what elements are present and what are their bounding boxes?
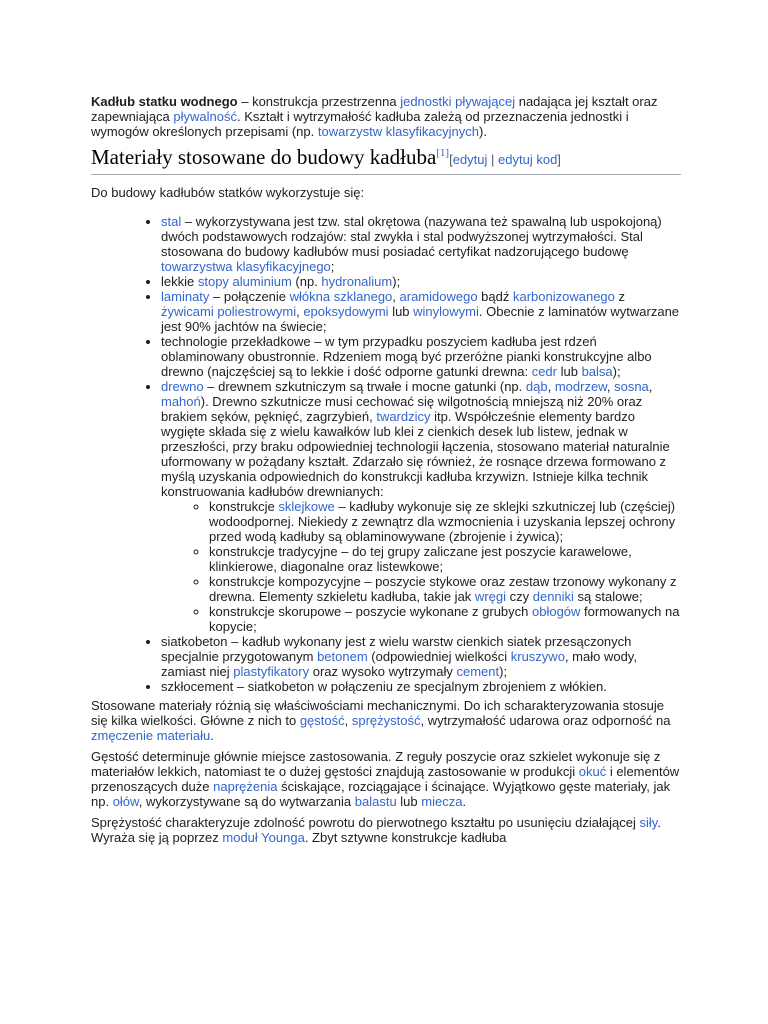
link-kruszywo[interactable]: kruszywo — [510, 649, 565, 664]
list-item-stal: • stal – wykorzystywana jest tzw. stal okrętowa (nazywana też spawalną lub uspokojoną) dwóch podstawowych rodzajów: stal zwykła i stal podwyższonej wytrzymałości. Stal stosowana do budowy kadłubów musi posiadać certyfikat nadzorującego budowę towarzystwa klasyfikacyjnego; — [161, 214, 681, 274]
paragraph-elasticity: Sprężystość charakteryzuje zdolność powrotu do pierwotnego kształtu po usunięciu działającej siły. Wyraża się ją poprzez moduł Younga. Zbyt sztywne konstrukcje kadłuba — [91, 815, 661, 845]
link-gestosc[interactable]: gęstość — [299, 713, 345, 728]
link-sily[interactable]: siły — [639, 815, 658, 830]
link-winylowymi[interactable]: winylowymi — [413, 304, 479, 319]
edit-source-link[interactable]: edytuj kod — [498, 152, 558, 167]
link-twardzicy[interactable]: twardzicy — [376, 409, 431, 424]
article-content — [91, 94, 681, 845]
link-towarzystw-klasyfikacyjnych[interactable]: towarzystw klasyfikacyjnych — [317, 124, 479, 139]
link-epoksydowymi[interactable]: epoksydowymi — [303, 304, 389, 319]
list-lead: Do budowy kadłubów statków wykorzystuje się: — [91, 185, 365, 200]
list-item-laminaty: • laminaty – połączenie włókna szklanego, aramidowego bądź karbonizowanego z żywicami poliestrowymi, epoksydowymi lub winylowymi. Obecnie z laminatów wytwarzane jest 90% jachtów na świecie; — [161, 289, 681, 334]
link-towarzystwa-klasyfikacyjnego[interactable]: towarzystwa klasyfikacyjnego — [161, 259, 331, 274]
link-modrzew[interactable]: modrzew — [554, 379, 607, 394]
edit-link[interactable]: edytuj — [452, 152, 488, 167]
link-laminaty[interactable]: laminaty — [161, 289, 210, 304]
link-wlokna-szklanego[interactable]: włókna szklanego — [289, 289, 393, 304]
list-item-siatkobeton: • siatkobeton – kadłub wykonany jest z wielu warstw cienkich siatek przesączonych specjalnie przygotowanym betonem (odpowiedniej wielkości kruszywo, mało wody, zamiast niej plastyfikatory oraz wysoko wytrzymały cement); — [161, 634, 681, 679]
link-mahon[interactable]: mahoń — [161, 394, 201, 409]
link-naprezenia[interactable]: naprężenia — [213, 779, 278, 794]
link-plywalnosc[interactable]: pływalność — [173, 109, 237, 124]
wood-techniques-list — [161, 499, 681, 634]
list-item-aluminium: • lekkie stopy aluminium (np. hydronalium); — [161, 274, 681, 289]
sublist-item-kompozycyjne: ◦ konstrukcje kompozycyjne – poszycie stykowe oraz zestaw trzonowy wykonany z drewna. Elementy szkieletu kadłuba, takie jak wręgi czy denniki są stalowe; — [209, 574, 681, 604]
link-plastyfikatory[interactable]: plastyfikatory — [233, 664, 310, 679]
link-dab[interactable]: dąb — [525, 379, 548, 394]
link-sprezystosc[interactable]: sprężystość — [351, 713, 421, 728]
link-oblogow[interactable]: obłogów — [532, 604, 581, 619]
paragraph-properties: Stosowane materiały różnią się właściwościami mechanicznymi. Do ich scharakteryzowania stosuje się kilka wielkości. Główne z nich to gęstość, sprężystość, wytrzymałość udarowa oraz odporność na zmęczenie materiału. — [91, 698, 671, 743]
link-olow[interactable]: ołów — [112, 794, 139, 809]
link-okuc[interactable]: okuć — [578, 764, 607, 779]
section-title: Materiały stosowane do budowy kadłuba — [91, 145, 437, 169]
link-zywicami-poliestrowymi[interactable]: żywicami poliestrowymi — [161, 304, 297, 319]
article-term: Kadłub statku wodnego — [91, 94, 238, 109]
intro-paragraph: Kadłub statku wodnego – konstrukcja przestrzenna jednostki pływającej nadająca jej kształt oraz zapewniająca pływalność. Kształt i wytrzymałość kadłuba zależą od przeznaczenia jednostki i wymogów określonych przepisami (np. towarzystw klasyfikacyjnych). — [91, 94, 658, 139]
link-sosna[interactable]: sosna — [614, 379, 649, 394]
paragraph-density: Gęstość determinuje głównie miejsce zastosowania. Z reguły poszycie oraz szkielet wykonuje się z materiałów lekkich, natomiast te o dużej gęstości znajdują zastosowanie w produkcji okuć i elementów przenoszących duże naprężenia ściskające, rozciągające i ścinające. Wyjątkowo gęste materiały, jak np. ołów, wykorzystywane są do wytwarzania balastu lub miecza. — [91, 749, 680, 809]
sublist-item-sklejkowe: ◦ konstrukcje sklejkowe – kadłuby wykonuje się ze sklejki szkutniczej lub (częściej) wodoodpornej. Niekiedy z zewnątrz dla wzmocnienia i uzyskania lepszej ochrony przed wodą kadłuby są oblaminowywane (zbrojenie i żywica); — [209, 499, 681, 544]
link-hydronalium[interactable]: hydronalium — [321, 274, 393, 289]
link-aramidowego[interactable]: aramidowego — [399, 289, 478, 304]
link-cement[interactable]: cement — [456, 664, 500, 679]
link-betonem[interactable]: betonem — [317, 649, 368, 664]
list-item-przekladkowe: • technologie przekładkowe – w tym przypadku poszyciem kadłuba jest rdzeń oblaminowany obustronnie. Rdzeniem mogą być przeróżne pianki konstrukcyjne albo drewno (najczęściej są to lekkie i dość odporne gatunki drewna: cedr lub balsa); — [161, 334, 681, 379]
sublist-item-skorupowe: ◦ konstrukcje skorupowe – poszycie wykonane z grubych obłogów formowanych na kopycie; — [209, 604, 681, 634]
link-denniki[interactable]: denniki — [532, 589, 574, 604]
link-zmeczenie-materialu[interactable]: zmęczenie materiału — [91, 728, 211, 743]
link-modul-younga[interactable]: moduł Younga — [222, 830, 305, 845]
link-drewno[interactable]: drewno — [161, 379, 204, 394]
link-stopy-aluminium[interactable]: stopy aluminium — [197, 274, 292, 289]
link-miecza[interactable]: miecza — [421, 794, 463, 809]
sublist-item-tradycyjne: ◦ konstrukcje tradycyjne – do tej grupy zaliczane jest poszycie karawelowe, klinkierowe, diagonalne oraz listewkowe; — [209, 544, 681, 574]
edit-section-links: [edytuj | edytuj kod] — [449, 152, 561, 167]
reference-link[interactable]: [1] — [436, 147, 450, 159]
list-item-szklocement: • szkłocement – siatkobeton w połączeniu ze specjalnym zbrojeniem z włókien. — [161, 679, 681, 694]
link-stal[interactable]: stal — [161, 214, 182, 229]
link-balastu[interactable]: balastu — [354, 794, 397, 809]
link-wregi[interactable]: wręgi — [474, 589, 506, 604]
link-karbonizowanego[interactable]: karbonizowanego — [512, 289, 615, 304]
list-item-drewno: • drewno – drewnem szkutniczym są trwałe i mocne gatunki (np. dąb, modrzew, sosna, mahoń). Drewno szkutnicze musi cechować się wilgotnością mniejszą niż 20% oraz brakiem sęków, pęknięć, zagrzybień, twardzicy itp. Współcześnie elementy bardzo wygięte składa się z wielu kawałków lub klei z cienkich desek lub listew, jednak w przeszłości, przy braku odpowiedniej technologii łączenia, stosowano materiał naturalnie uformowany w pożądany kształt. Zdarzało się również, że rosnące drzewa formowano z myślą uzyskania odpowiednich do konstrukcji kadłuba krzywizn. Istnieje kilka technik konstruowania kadłubów drewnianych: ◦ konstrukcje sklejkowe – kadłuby wykonuje się ze sklejki szkutniczej lub (częściej) wodoodpornej. Niekiedy z zewnątrz dla wzmocnienia i uzyskania lepszej ochrony przed wodą kadłuby są oblaminowywane (zbrojenie i żywica); ◦ konstrukcje tradycyjne – do tej grupy zaliczane jest poszycie karawelowe, klinkierowe, diagonalne oraz listewkowe; ◦ konstrukcje kompozycyjne – poszycie stykowe oraz zestaw trzonowy wykonany z drewna. Elementy szkieletu kadłuba, takie jak wręgi czy denniki są stalowe; ◦ konstrukcje skorupowe – poszycie wykonane z grubych obłogów formowanych na kopycie; — [161, 379, 681, 634]
link-balsa[interactable]: balsa — [581, 364, 613, 379]
link-sklejkowe[interactable]: sklejkowe — [278, 499, 335, 514]
section-heading — [91, 145, 681, 175]
link-cedr[interactable]: cedr — [531, 364, 557, 379]
link-jednostki-plywajacej[interactable]: jednostki pływającej — [400, 94, 516, 109]
materials-list — [91, 214, 681, 694]
